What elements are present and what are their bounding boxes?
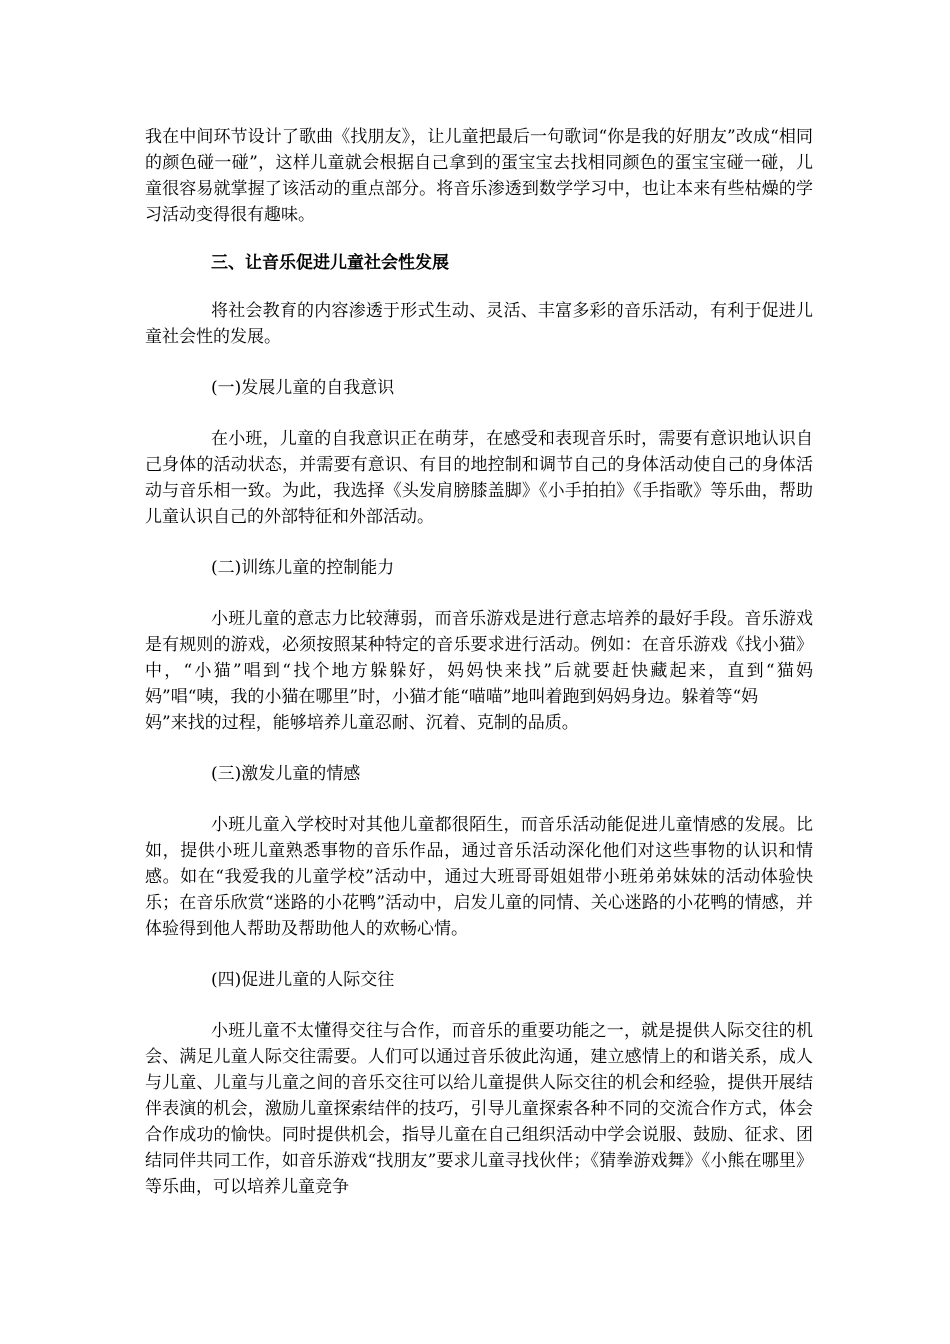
subheading-control-ability: (二)训练儿童的控制能力	[211, 558, 395, 578]
subheading-self-awareness: (一)发展儿童的自我意识	[211, 378, 395, 398]
paragraph-emotions: 小班儿童入学校时对其他儿童都很陌生，而音乐活动能促进儿童情感的发展。比如，提供小班儿童熟悉事物的音乐作品，通过音乐活动深化他们对这些事物的认识和情感。如在“我爱我的儿童学校”活动中，通过大班哥哥姐姐带小班弟弟妹妹的活动体验快乐；在音乐欣赏“迷路的小花鸭”活动中，启发儿童的同情、关心迷路的小花鸭的情感，并体验得到他人帮助及帮助他人的欢畅心情。	[145, 815, 813, 939]
section-heading-3: 三、让音乐促进儿童社会性发展	[211, 253, 449, 273]
paragraph-self-awareness: 在小班，儿童的自我意识正在萌芽，在感受和表现音乐时，需要有意识地认识自己身体的活动状态，并需要有意识、有目的地控制和调节自己的身体活动使自己的身体活动与音乐相一致。为此，我选择《头发肩膀膝盖脚》《小手拍拍》《手指歌》等乐曲，帮助儿童认识自己的外部特征和外部活动。	[145, 429, 813, 527]
paragraph-social-education: 将社会教育的内容渗透于形式生动、灵活、丰富多彩的音乐活动，有利于促进儿童社会性的发展。	[145, 301, 813, 347]
subheading-interpersonal: (四)促进儿童的人际交往	[211, 970, 395, 990]
paragraph-control-ability-continued: 妈”来找的过程，能够培养儿童忍耐、沉着、克制的品质。	[145, 713, 579, 733]
paragraph-song-activity: 我在中间环节设计了歌曲《找朋友》，让儿童把最后一句歌词“你是我的好朋友”改成“相同的颜色碰一碰”，这样儿童就会根据自己拿到的蛋宝宝去找相同颜色的蛋宝宝碰一碰，儿童很容易就掌握了该活动的重点部分。将音乐渗透到数学学习中，也让本来有些枯燥的学习活动变得很有趣味。	[145, 127, 813, 225]
subheading-emotions: (三)激发儿童的情感	[211, 764, 361, 784]
paragraph-interpersonal: 小班儿童不太懂得交往与合作，而音乐的重要功能之一，就是提供人际交往的机会、满足儿童人际交往需要。人们可以通过音乐彼此沟通，建立感情上的和谐关系，成人与儿童、儿童与儿童之间的音乐交往可以给儿童提供人际交往的机会和经验，提供开展结伴表演的机会，激励儿童探索结伴的技巧，引导儿童探索各种不同的交流合作方式，体会合作成功的愉快。同时提供机会，指导儿童在自己组织活动中学会说服、鼓励、征求、团结同伴共同工作，如音乐游戏“找朋友”要求儿童寻找伙伴；《猜拳游戏舞》《小熊在哪里》等乐曲，可以培养儿童竞争	[145, 1021, 813, 1197]
paragraph-control-ability: 小班儿童的意志力比较薄弱，而音乐游戏是进行意志培养的最好手段。音乐游戏是有规则的游戏，必须按照某种特定的音乐要求进行活动。例如：在音乐游戏《找小猫》中，“小猫”唱到“找个地方躲躲好，妈妈快来找”后就要赶快藏起来，直到“猫妈妈”唱“咦，我的小猫在哪里”时，小猫才能“喵喵”地叫着跑到妈妈身边。躲着等“妈	[145, 609, 813, 707]
document-body	[145, 124, 813, 1200]
